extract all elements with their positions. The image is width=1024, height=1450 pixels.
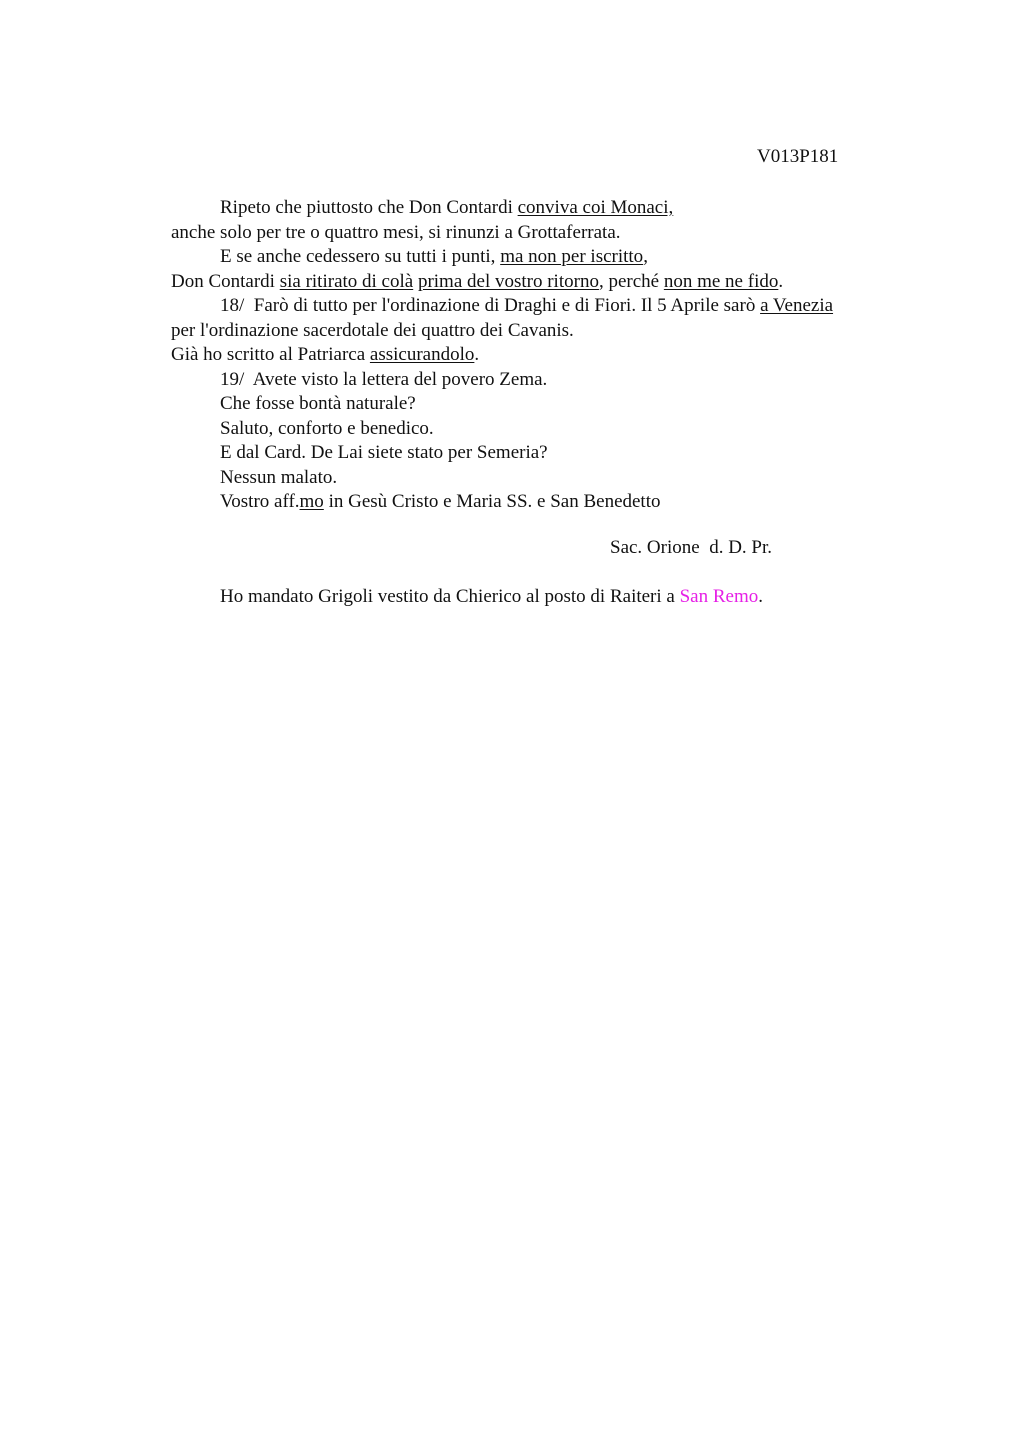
letter-line xyxy=(171,490,911,515)
underlined-text: ma non per iscritto xyxy=(500,246,644,267)
line-text: Ripeto che piuttosto che Don Contardi xyxy=(220,197,518,218)
letter-body xyxy=(171,196,911,515)
line-text: Già ho scritto al Patriarca xyxy=(171,344,370,365)
letter-line xyxy=(171,221,911,246)
postscript-highlight: San Remo xyxy=(679,586,759,607)
document-reference-code: V013P181 xyxy=(757,146,839,167)
line-text: E se anche cedessero su tutti i punti, xyxy=(220,246,501,267)
letter-line xyxy=(171,245,911,270)
line-text: Che fosse bontà naturale? xyxy=(220,393,416,414)
letter-line xyxy=(171,441,911,466)
letter-line xyxy=(171,368,911,393)
line-text: . xyxy=(778,270,784,292)
line-text: anche solo per tre o quattro mesi, si rinunzi a Grottaferrata. xyxy=(171,221,621,243)
underlined-text: prima del vostro ritorno xyxy=(417,270,599,292)
letter-line xyxy=(171,343,911,368)
underlined-text: assicurandolo xyxy=(369,344,475,365)
underlined-text: mo xyxy=(299,491,324,512)
line-text: Vostro aff. xyxy=(220,491,300,512)
line-text: 18/ Farò di tutto per l'ordinazione di Draghi e di Fiori. Il 5 Aprile sarò xyxy=(220,295,761,316)
postscript-text: Ho mandato Grigoli vestito da Chierico al posto di Raiteri a xyxy=(220,586,680,607)
line-text: E dal Card. De Lai siete stato per Semeria? xyxy=(220,442,548,463)
letter-line xyxy=(171,270,911,295)
line-text: Saluto, conforto e benedico. xyxy=(220,417,434,439)
line-text: , xyxy=(643,246,648,267)
line-text: per l'ordinazione sacerdotale dei quattro dei Cavanis. xyxy=(171,319,574,341)
line-text: 19/ Avete visto la lettera del povero Zema. xyxy=(220,368,548,390)
letter-line xyxy=(171,392,911,417)
signature: Sac. Orione d. D. Pr. xyxy=(610,537,773,558)
letter-line xyxy=(171,319,911,344)
line-text: in Gesù Cristo e Maria SS. e San Benedetto xyxy=(323,491,661,512)
letter-line xyxy=(171,294,911,319)
letter-line xyxy=(171,417,911,442)
line-text: Nessun malato. xyxy=(220,466,338,488)
underlined-text: sia ritirato di colà xyxy=(279,270,414,292)
line-text: Don Contardi xyxy=(171,270,280,292)
underlined-text: non me ne fido xyxy=(663,270,779,292)
underlined-text: conviva coi Monaci, xyxy=(517,197,674,218)
letter-line xyxy=(171,466,911,491)
line-text: . xyxy=(474,344,480,365)
letter-line xyxy=(171,196,911,221)
postscript xyxy=(220,586,763,608)
postscript-end: . xyxy=(758,586,763,607)
underlined-text: a Venezia xyxy=(760,295,834,316)
line-text: , perché xyxy=(598,270,664,292)
